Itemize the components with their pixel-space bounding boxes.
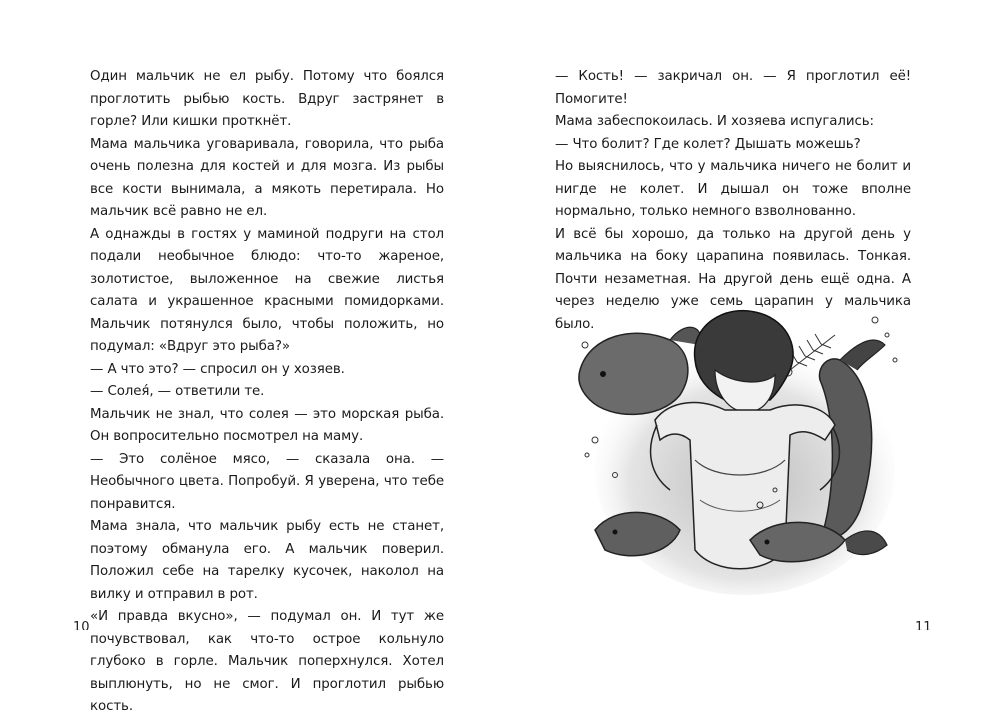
page-number-right: 11 bbox=[915, 620, 932, 630]
paragraph: — А что это? — спросил он у хозяев. bbox=[90, 361, 345, 377]
paragraph: Мальчик не знал, что солея — это морская рыба. Он вопросительно посмотрел на маму. bbox=[90, 406, 444, 444]
left-page-text bbox=[90, 66, 444, 719]
right-page-text bbox=[555, 66, 911, 336]
page-number-left: 10 bbox=[73, 620, 90, 630]
boy-and-fish-illustration bbox=[575, 300, 905, 600]
paragraph: «И правда вкусно», — подумал он. И тут же почувствовал, как что-то острое кольнуло глубоко в горле. Мальчик поперхнулся. Хотел выплюнуть, но не смог. И проглотил рыбью кость. bbox=[90, 609, 444, 714]
paragraph: Мама мальчика уговаривала, говорила, что рыба очень полезна для костей и для мозга. Из рыбы все кости вынимала, а мякоть перетирала. Но мальчик всё равно не ел. bbox=[90, 136, 444, 219]
paragraph: И всё бы хорошо, да только на другой день у мальчика на боку царапина появилась. Тонкая. Почти незаметная. На другой день ещё одна. А через неделю уже семь царапин у мальчика было. bbox=[555, 226, 911, 332]
paragraph: — Это солёное мясо, — сказала она. — Необычного цвета. Попробуй. Я уверена, что тебе понравится. bbox=[90, 451, 444, 512]
paragraph: А однажды в гостях у маминой подруги на стол подали необычное блюдо: что-то жареное, золотистое, выложенное на свежие листья салата и украшенное красными помидорками. Мальчик потянулся было, чтобы положить, но подумал: «Вдруг это рыба?» bbox=[90, 226, 444, 354]
paragraph: Мама знала, что мальчик рыбу есть не станет, поэтому обманула его. А мальчик поверил. Положил себе на тарелку кусочек, наколол на вилку и отправил в рот. bbox=[90, 519, 444, 602]
paragraph: Мама забеспокоилась. И хозяева испугались: bbox=[555, 114, 874, 129]
left-page bbox=[0, 0, 500, 714]
paragraph: — Кость! — закричал он. — Я проглотил её! Помогите! bbox=[555, 69, 911, 107]
paragraph: Но выяснилось, что у мальчика ничего не болит и нигде не колет. И дышал он тоже вполне нормально, только немного взволнованно. bbox=[555, 159, 911, 219]
paragraph: Один мальчик не ел рыбу. Потому что боялся проглотить рыбью кость. Вдруг застрянет в горле? Или кишки проткнёт. bbox=[90, 69, 444, 129]
right-page bbox=[500, 0, 1000, 666]
paragraph: — Что болит? Где колет? Дышать можешь? bbox=[555, 136, 861, 152]
paragraph: — Солея́, — ответили те. bbox=[90, 384, 265, 399]
